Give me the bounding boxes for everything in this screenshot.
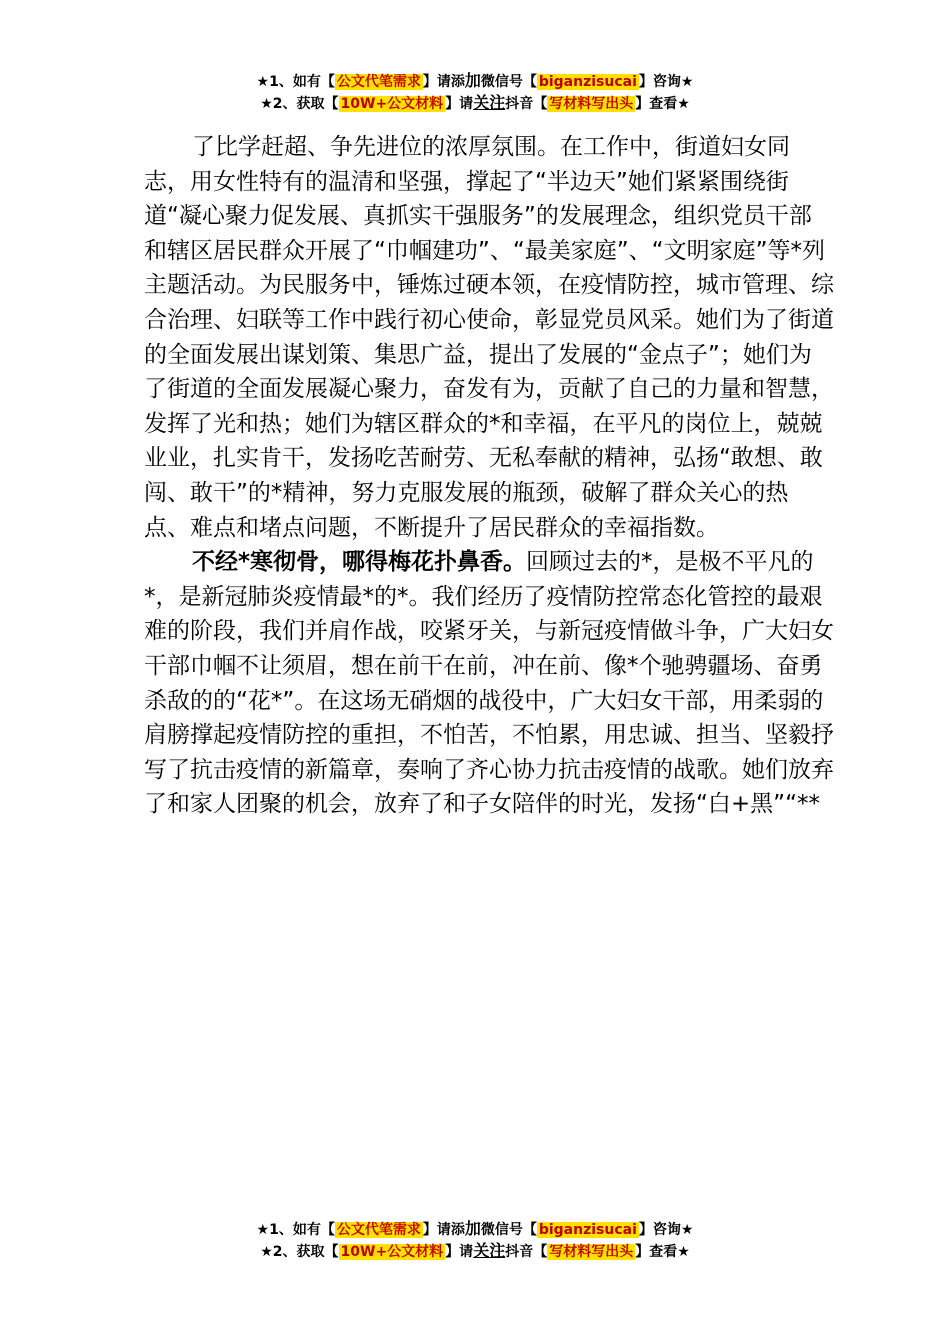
banner-text: 】请: [445, 1244, 474, 1260]
banner-text: 】咨询★: [638, 74, 694, 90]
banner-text: ★1、如有【: [256, 74, 335, 90]
highlight-wechat-id: biganzisucai: [538, 74, 637, 90]
highlight-service: 公文代笔需求: [336, 1222, 421, 1238]
banner-text: 】请添: [422, 1222, 465, 1238]
banner-line-2: [0, 1240, 950, 1262]
banner-text: ★2、获取【: [260, 96, 339, 112]
banner-text: 】查看★: [635, 1244, 690, 1260]
banner-text: ★1、如有【: [256, 1222, 335, 1238]
banner-text: ★2、获取【: [260, 1244, 339, 1260]
header-banner: [0, 70, 950, 114]
banner-text: 微信号【: [480, 74, 537, 90]
paragraph-text: 回顾过去的*，是极不平凡的*，是新冠肺炎疫情最*的*。我们经历了疫情防控常态化管控的最艰难的阶段，我们并肩作战，咬紧牙关，与新冠疫情做斗争，广大妇女干部巾帼不让须眉，想在前干在前，冲在前、像*个驰骋疆场、奋勇杀敌的的“花*”。在这场无硝烟的战役中，广大妇女干部，用柔弱的肩膀撑起疫情防控的重担，不怕苦，不怕累，用忠诚、担当、坚毅抒写了抗击疫情的新篇章，奏响了齐心协力抗击疫情的战歌。她们放弃了和家人团聚的机会，放弃了和子女陪伴的时光，发扬“白+黑”“**: [144, 549, 834, 818]
banner-line-2: [0, 92, 950, 114]
banner-text: 加: [464, 71, 481, 90]
banner-text: 】请: [445, 96, 474, 112]
paragraph-1: [144, 130, 834, 545]
document-body: [144, 130, 834, 822]
banner-text: 】请添: [422, 74, 465, 90]
banner-text: 加: [464, 1219, 481, 1238]
banner-text: 微信号【: [480, 1222, 537, 1238]
paragraph-lead: 不经*寒彻骨，哪得梅花扑鼻香。: [192, 549, 527, 576]
paragraph-text: 了比学赶超、争先进位的浓厚氛围。在工作中，街道妇女同志，用女性特有的温清和坚强，撑起了“半边天”她们紧紧围绕街道“凝心聚力促发展、真抓实干强服务”的发展理念，组织党员干部和辖区居民群众开展了“巾帼建功”、“最美家庭”、“文明家庭”等*列主题活动。为民服务中，锤炼过硬本领，在疫情防控，城市管理、综合治理、妇联等工作中践行初心使命，彰显党员风采。她们为了街道的全面发展出谋划策、集思广益，提出了发展的“金点子”；她们为了街道的全面发展凝心聚力，奋发有为，贡献了自己的力量和智慧，发挥了光和热；她们为辖区群众的*和幸福，在平凡的岗位上，兢兢业业，扎实肯干，发扬吃苦耐劳、无私奉献的精神，弘扬“敢想、敢闯、敢干”的*精神，努力克服发展的瓶颈，破解了群众关心的热点、难点和堵点问题，不断提升了居民群众的幸福指数。: [144, 134, 834, 541]
banner-text: 关注: [473, 93, 506, 112]
highlight-douyin: 写材料写出头: [549, 96, 634, 112]
highlight-materials: 10W+公文材料: [340, 1244, 444, 1260]
banner-text: 抖音【: [505, 1244, 548, 1260]
highlight-douyin: 写材料写出头: [549, 1244, 634, 1260]
highlight-service: 公文代笔需求: [336, 74, 421, 90]
banner-text: 】查看★: [635, 96, 690, 112]
paragraph-2: [144, 545, 834, 822]
highlight-wechat-id: biganzisucai: [538, 1222, 637, 1238]
highlight-materials: 10W+公文材料: [340, 96, 444, 112]
banner-line-1: [0, 1218, 950, 1240]
footer-banner: [0, 1218, 950, 1262]
banner-text: 关注: [473, 1241, 506, 1260]
banner-line-1: [0, 70, 950, 92]
banner-text: 】咨询★: [638, 1222, 694, 1238]
banner-text: 抖音【: [505, 96, 548, 112]
